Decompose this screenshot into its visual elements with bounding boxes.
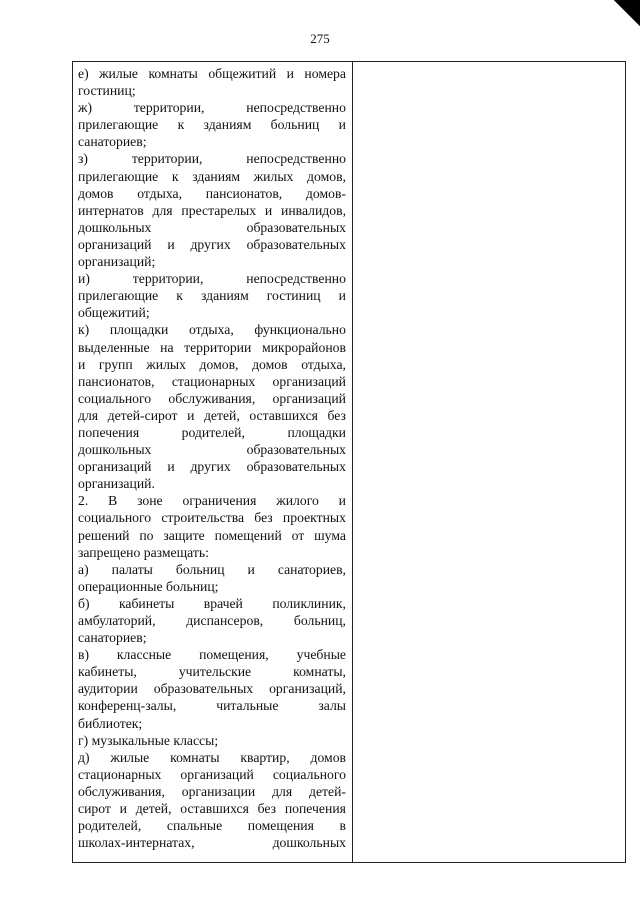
- column-divider: [352, 62, 353, 862]
- text-line: операционные больниц;: [78, 578, 219, 594]
- text-line: дошкольных образовательных: [78, 219, 346, 235]
- text-line: решений по защите помещений от шума: [78, 527, 346, 543]
- text-line: школах-интернатах, дошкольных: [78, 835, 346, 851]
- text-line: прилегающие к зданиям больниц и: [78, 117, 346, 133]
- text-line: к) площадки отдыха, функционально: [78, 322, 346, 338]
- table-cell-text: [78, 65, 346, 851]
- text-line: дошкольных образовательных: [78, 442, 346, 458]
- text-line: кабинеты, учительские комнаты,: [78, 664, 346, 680]
- text-line: социального строительства без проектных: [78, 510, 346, 526]
- text-line: и групп жилых домов, домов отдыха,: [78, 356, 346, 372]
- text-line: сирот и детей, оставшихся без попечения: [78, 801, 346, 817]
- text-line: попечения родителей, площадки: [78, 424, 346, 440]
- text-line: организаций.: [78, 476, 155, 492]
- text-line: амбулаторий, диспансеров, больниц,: [78, 613, 346, 628]
- text-line: стационарных организаций социального: [78, 766, 346, 782]
- text-line: санаториев;: [78, 134, 147, 150]
- text-line: запрещено размещать:: [78, 544, 209, 560]
- text-line: пансионатов, стационарных организаций: [78, 373, 346, 389]
- text-line: общежитий;: [78, 305, 150, 321]
- page-number: 275: [310, 31, 330, 46]
- text-line: аудитории образовательных организаций,: [78, 681, 346, 697]
- text-line: домов отдыха, пансионатов, домов-: [78, 185, 346, 201]
- text-line: обслуживания, организации для детей-: [78, 783, 346, 799]
- text-line: 2. В зоне ограничения жилого и: [78, 493, 346, 509]
- text-line: з) территории, непосредственно: [78, 151, 346, 167]
- text-line: а) палаты больниц и санаториев,: [78, 561, 346, 577]
- text-line: д) жилые комнаты квартир, домов: [78, 749, 346, 765]
- text-line: и) территории, непосредственно: [78, 271, 346, 287]
- text-line: прилегающие к зданиям гостиниц и: [78, 288, 346, 304]
- document-table: [72, 61, 626, 863]
- text-line: гостиниц;: [78, 83, 136, 99]
- text-line: организаций и других образовательных: [78, 236, 346, 252]
- text-line: прилегающие к зданиям жилых домов,: [78, 168, 346, 184]
- text-line: в) классные помещения, учебные: [78, 647, 346, 663]
- text-line: г) музыкальные классы;: [78, 732, 219, 748]
- text-line: родителей, спальные помещения в: [78, 818, 346, 834]
- text-line: интернатов для престарелых и инвалидов,: [78, 202, 346, 218]
- text-line: организаций;: [78, 254, 156, 270]
- text-line: б) кабинеты врачей поликлиник,: [78, 595, 346, 611]
- text-line: е) жилые комнаты общежитий и номера: [78, 66, 346, 81]
- text-line: для детей-сирот и детей, оставшихся без: [78, 407, 346, 423]
- text-line: санаториев;: [78, 630, 147, 646]
- folded-corner: [614, 0, 640, 26]
- text-line: библиотек;: [78, 715, 143, 731]
- text-line: социального обслуживания, организаций: [78, 390, 346, 406]
- text-line: организаций и других образовательных: [78, 459, 346, 475]
- text-line: конференц-залы, читальные залы: [78, 698, 346, 714]
- text-line: ж) территории, непосредственно: [78, 100, 346, 116]
- text-line: выделенные на территории микрорайонов: [78, 339, 346, 355]
